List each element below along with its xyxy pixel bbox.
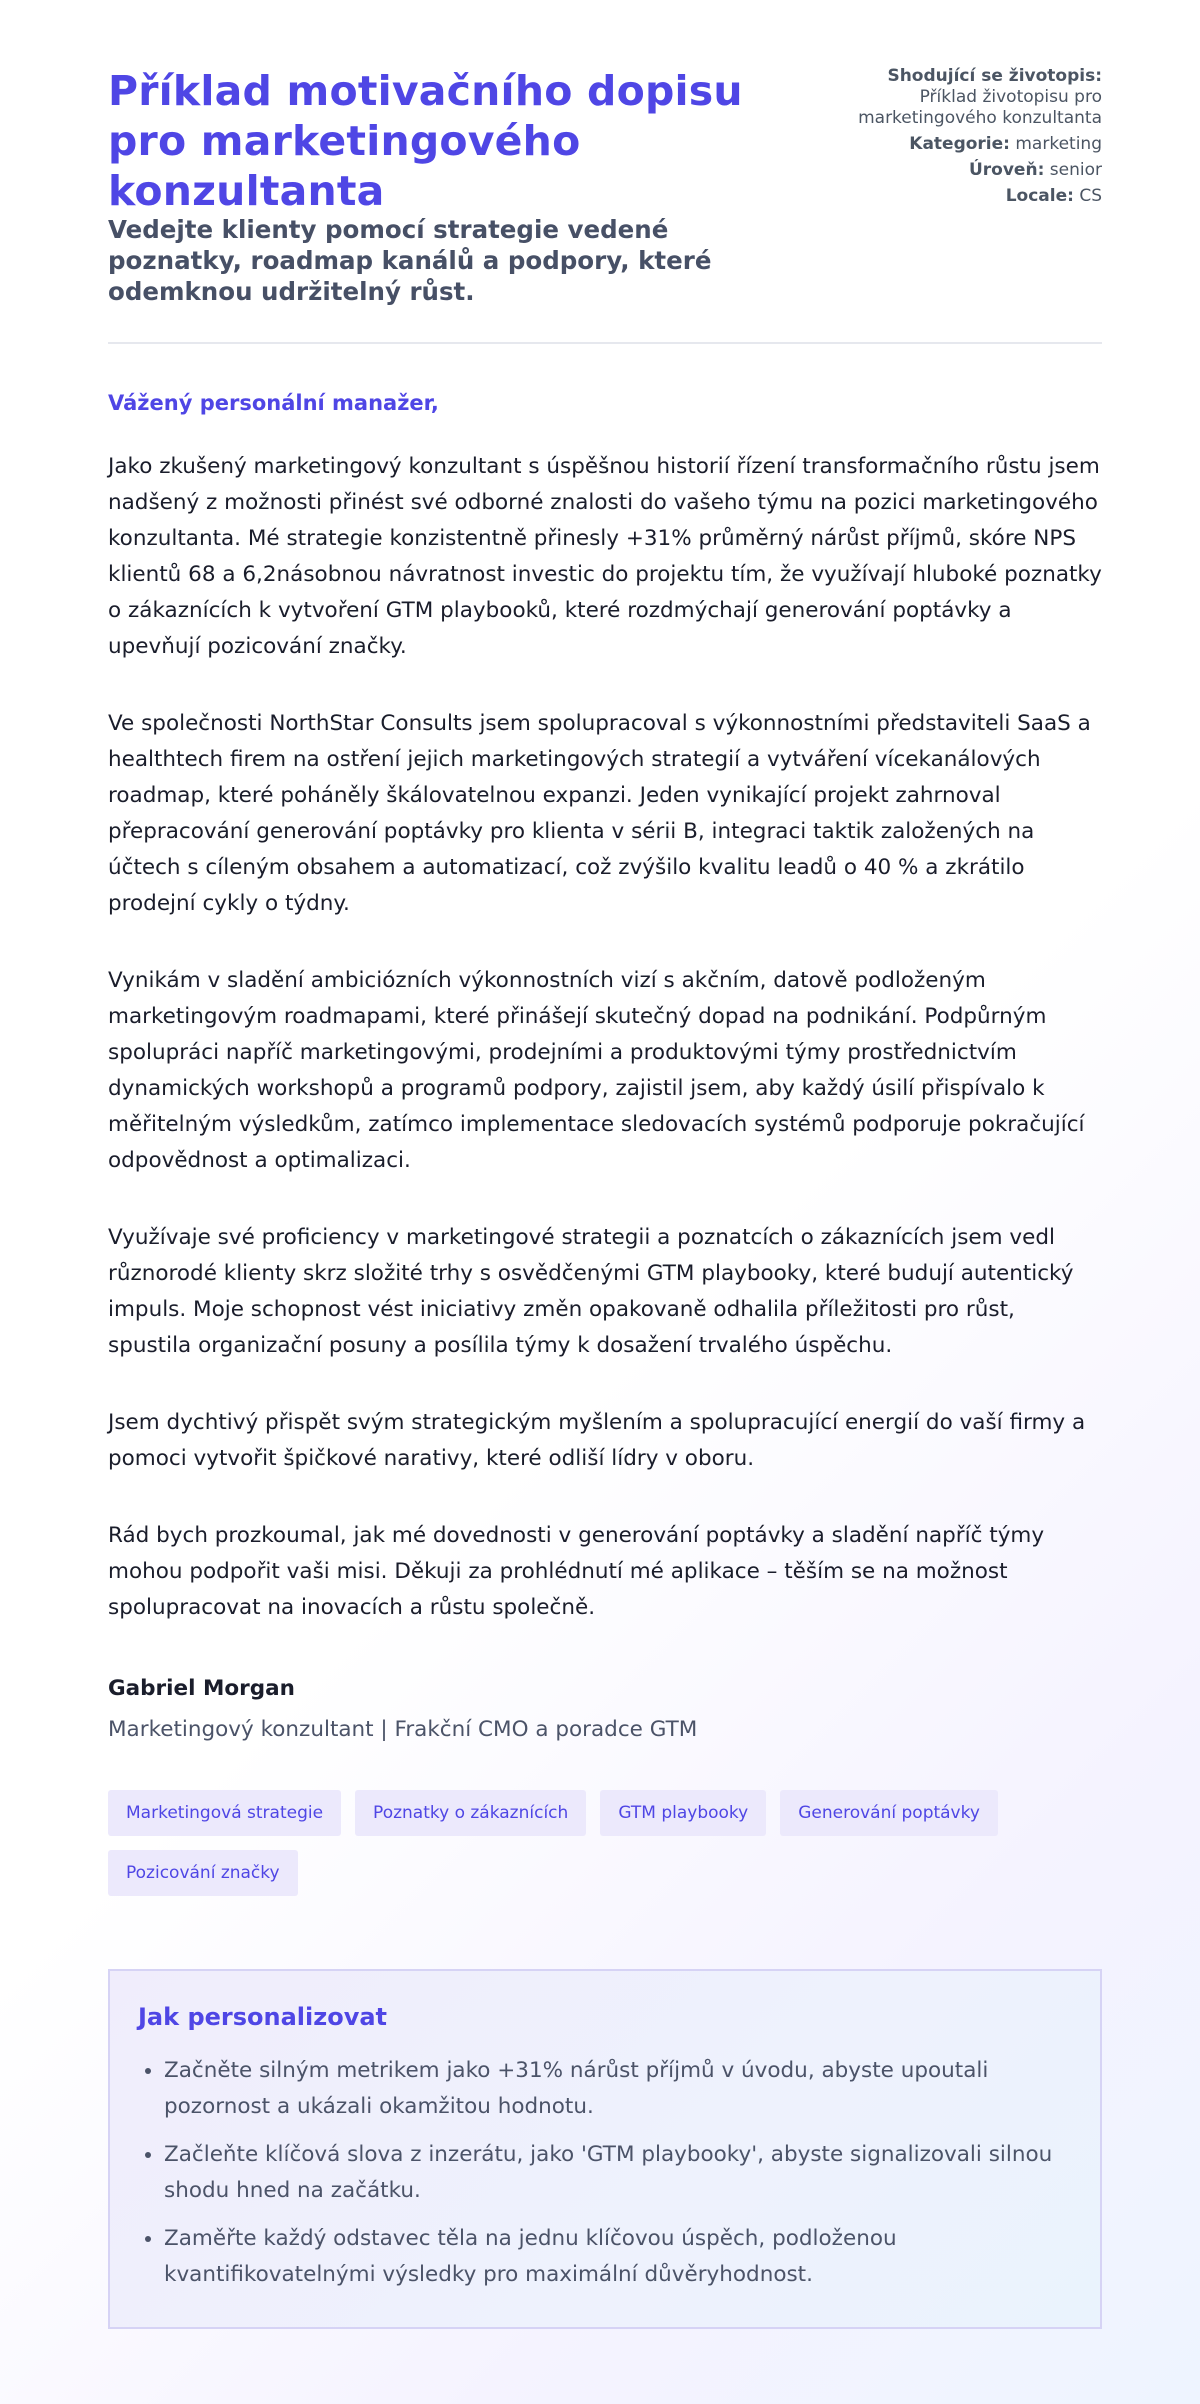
header-divider [108,342,1102,344]
meta-resume-value[interactable]: Příklad životopisu pro marketingového konzultanta [858,87,1102,128]
meta-level [802,160,1102,181]
meta-level-label: Úroveň: [968,160,1045,180]
skill-tag[interactable]: Generování poptávky [780,1790,998,1836]
meta-category [802,134,1102,155]
title-block [108,66,748,307]
meta-category-value: marketing [1015,134,1102,154]
letter-paragraph: Rád bych prozkoumal, jak mé dovednosti v generování poptávky a sladění napříč týmy mohou podpořit vaši misi. Děkuji za prohlédnutí mé aplikace – těším se na možnost spolupracovat na inovacích a růstu společně. [108,1523,1045,1620]
skill-tag[interactable]: Poznatky o zákaznících [355,1790,586,1836]
page-subtitle: Vedejte klienty pomocí strategie vedené poznatky, roadmap kanálů a podpory, které odemknou udržitelný růst. [108,215,712,306]
meta-level-value: senior [1049,160,1102,180]
tips-title: Jak personalizovat [138,2003,388,2031]
header [108,66,1102,307]
meta-locale [802,186,1102,207]
page-content [108,66,1102,2329]
letter-paragraph: Jsem dychtivý přispět svým strategickým myšlením a spolupracující energií do vaší firmy a pomoci vytvořit špičkové narativy, které odliší lídry v oboru. [108,1410,1086,1471]
tip-item: • Začleňte klíčová slova z inzerátu, jako 'GTM playbooky', abyste signalizovali silnou shodu hned na začátku. [164,2137,1072,2209]
letter-paragraph: Využívaje své proficiency v marketingové strategii a poznatcích o zákaznících jsem vedl různorodé klienty skrz složité trhy s osvědčenými GTM playbooky, které budují autentický impuls. Moje schopnost vést iniciativy změn opakovaně odhalila příležitosti pro růst, spustila organizační posuny a posílila týmy k dosažení trvalého úspěchu. [108,1225,1074,1358]
skill-tag[interactable]: Marketingová strategie [108,1790,341,1836]
letter-paragraph: Jako zkušený marketingový konzultant s úspěšnou historií řízení transformačního růstu jsem nadšený z možnosti přinést své odborné znalosti do vašeho týmu na pozici marketingového konzultanta. Mé strategie konzistentně přinesly +31% průměrný nárůst příjmů, skóre NPS klientů 68 a 6,2násobnou návratnost investic do projektu tím, že využívají hluboké poznatky o zákaznících k vytvoření GTM playbooků, které rozdmýchají generování poptávky a upevňují pozicování značky. [108,454,1102,659]
letter-paragraph: Vynikám v sladění ambiciózních výkonnostních vizí s akčním, datově podloženým marketingovým roadmapami, které přinášejí skutečný dopad na podnikání. Podpůrným spolupráci napříč marketingovými, prodejními a produktovými týmy prostřednictvím dynamických workshopů a programů podpory, zajistil jsem, aby každý úsilí přispívalo k měřitelným výsledkům, zatímco implementace sledovacích systémů podporuje pokračující odpovědnost a optimalizaci. [108,968,1085,1173]
meta-locale-value: CS [1079,186,1102,206]
skill-tag[interactable]: GTM playbooky [600,1790,766,1836]
personalization-tips [108,1969,1102,2329]
meta-resume [802,66,1102,129]
meta-locale-label: Locale: [1005,186,1074,206]
letter-paragraph: Ve společnosti NorthStar Consults jsem spolupracoval s výkonnostními představiteli SaaS a healthtech firem na ostření jejich marketingových strategií a vytváření vícekanálových roadmap, které poháněly škálovatelnou expanzi. Jeden vynikající projekt zahrnoval přepracování generování poptávky pro klienta v sérii B, integraci taktik založených na účtech s cíleným obsahem a automatizací, což zvýšilo kvalitu leadů o 40 % a zkrátilo prodejní cykly o týdny. [108,711,1091,916]
page-title: Příklad motivačního dopisu pro marketingového konzultanta [108,67,743,215]
meta-resume-label: Shodující se životopis: [887,66,1102,86]
skill-tag[interactable]: Pozicování značky [108,1850,298,1896]
letter-body [108,449,1102,1626]
letter-greeting: Vážený personální manažer, [108,391,439,415]
signature-role: Marketingový konzultant | Frakční CMO a poradce GTM [108,1717,698,1742]
tip-item: • Zaměřte každý odstavec těla na jednu klíčovou úspěch, podloženou kvantifikovatelnými výsledky pro maximální důvěryhodnost. [164,2221,1072,2293]
tips-list [138,2053,1072,2293]
meta-category-label: Kategorie: [909,134,1010,154]
meta-info [802,66,1102,212]
skill-tags [108,1790,1102,1896]
signature-name: Gabriel Morgan [108,1676,295,1701]
tip-item: • Začněte silným metrikem jako +31% nárůst příjmů v úvodu, abyste upoutali pozornost a ukázali okamžitou hodnotu. [164,2053,1072,2125]
